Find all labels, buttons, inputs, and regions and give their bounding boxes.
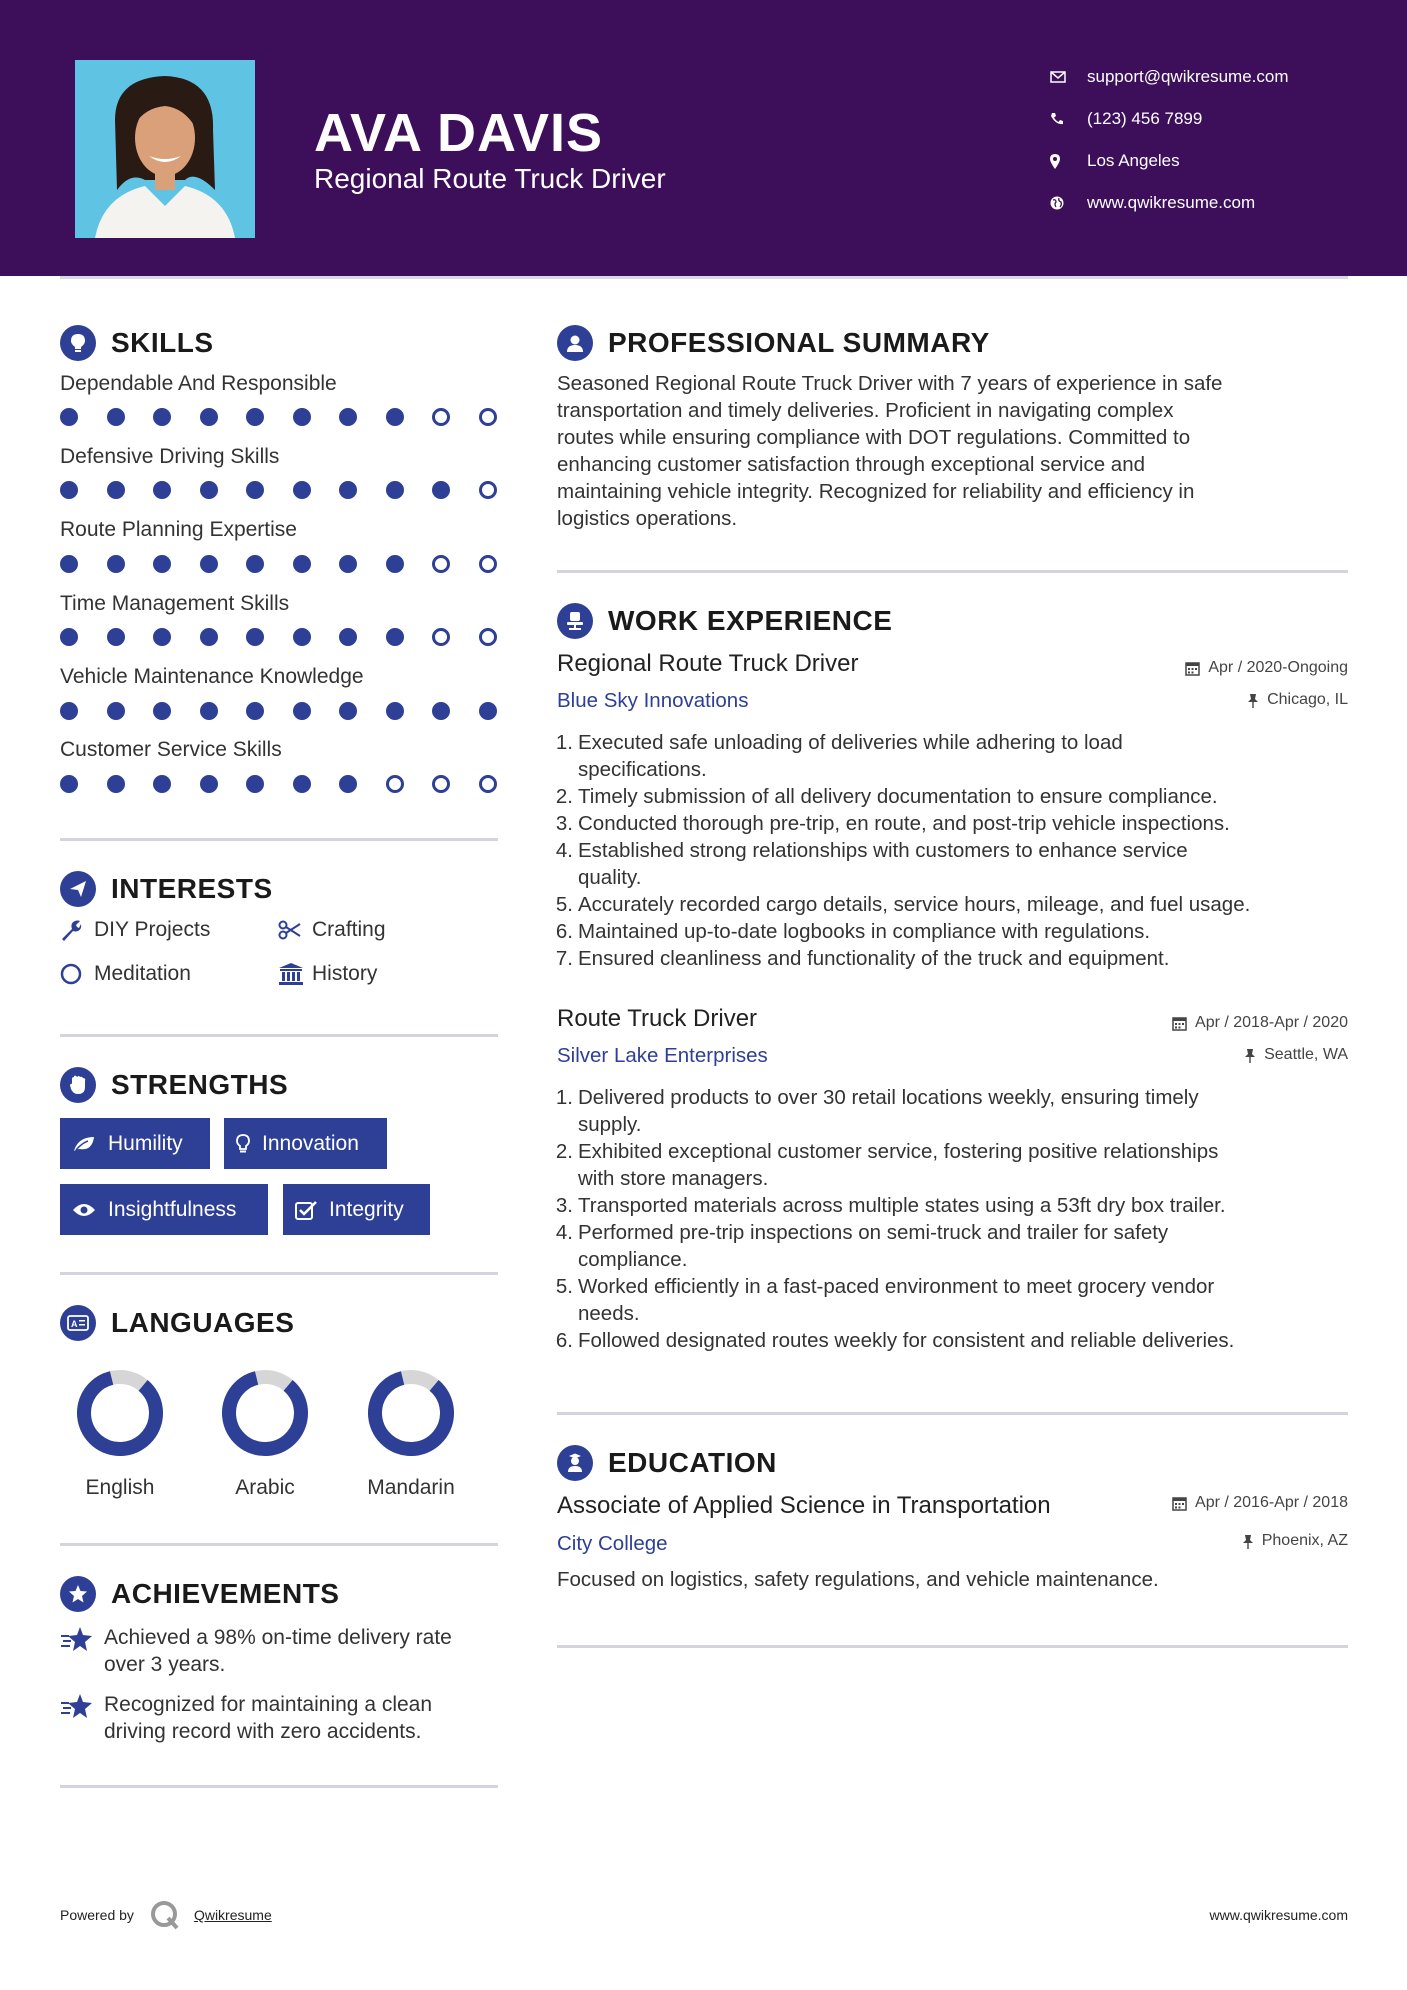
- skill-label: Customer Service Skills: [60, 738, 282, 761]
- circle-icon: [60, 963, 94, 985]
- rating-dot-filled: [339, 555, 357, 573]
- language-item: [60, 1368, 180, 1500]
- rating-dot-filled: [246, 481, 264, 499]
- map-pin-icon: [1050, 154, 1087, 169]
- rating-dot-filled: [153, 408, 171, 426]
- skill-label: Vehicle Maintenance Knowledge: [60, 665, 364, 688]
- achievement-text: over 3 years.: [104, 1653, 226, 1676]
- candidate-name: AVA DAVIS: [314, 103, 604, 163]
- interest-item: Crafting: [278, 918, 386, 942]
- rating-dot-filled: [153, 702, 171, 720]
- skill-label: Dependable And Responsible: [60, 372, 337, 395]
- rating-dot-filled: [293, 628, 311, 646]
- qwikresume-logo-icon: [150, 1900, 180, 1930]
- rating-dot-filled: [293, 702, 311, 720]
- rating-dot-filled: [153, 775, 171, 793]
- leaf-icon: [72, 1135, 96, 1153]
- rating-dot-filled: [339, 481, 357, 499]
- rating-dot-filled: [107, 702, 125, 720]
- rating-dot-empty: [432, 775, 450, 793]
- responsibility-item: 1. Delivered products to over 30 retail locations weekly, ensuring timely supply.: [555, 1086, 1199, 1136]
- education-description: Focused on logistics, safety regulations, and vehicle maintenance.: [557, 1568, 1159, 1591]
- rating-dot-filled: [60, 702, 78, 720]
- language-label: Mandarin: [367, 1476, 455, 1499]
- section-divider: [60, 1785, 498, 1788]
- rating-dot-filled: [386, 702, 404, 720]
- contact-info: [1050, 56, 1289, 224]
- rating-dot-empty: [479, 775, 497, 793]
- strength-tag: Innovation: [224, 1118, 387, 1169]
- contact-location: [1050, 140, 1289, 182]
- rating-dot-filled: [200, 628, 218, 646]
- rating-dot-empty: [479, 408, 497, 426]
- skill-label: Time Management Skills: [60, 592, 290, 615]
- rating-dot-filled: [200, 775, 218, 793]
- responsibility-item: 5. Worked efficiently in a fast-paced environment to meet grocery vendor needs.: [555, 1275, 1215, 1325]
- skill-rating: [60, 481, 525, 499]
- strengths-heading: STRENGTHS: [60, 1067, 288, 1103]
- rating-dot-filled: [153, 555, 171, 573]
- globe-icon: [1050, 196, 1087, 210]
- education-location: Phoenix, AZ: [1242, 1532, 1348, 1550]
- section-divider: [60, 1543, 498, 1546]
- skill-rating: [60, 775, 525, 793]
- pushpin-icon: [1242, 1534, 1254, 1549]
- rating-dot-empty: [386, 775, 404, 793]
- language-label: English: [85, 1476, 155, 1499]
- pushpin-icon: [1247, 693, 1259, 708]
- languages-heading: A LANGUAGES: [60, 1305, 294, 1341]
- rating-dot-filled: [153, 628, 171, 646]
- footer-powered-by: [60, 1900, 272, 1930]
- responsibility-item: 6. Followed designated routes weekly for consistent and reliable deliveries.: [555, 1329, 1235, 1352]
- rating-dot-empty: [479, 628, 497, 646]
- job-dates: Apr / 2020-Ongoing: [1185, 659, 1348, 677]
- calendar-icon: [1172, 1016, 1187, 1031]
- degree-title: Associate of Applied Science in Transportation: [557, 1492, 1051, 1519]
- envelope-icon: [1050, 71, 1087, 83]
- star-icon: [60, 1624, 104, 1678]
- language-label: Arabic: [235, 1476, 295, 1499]
- rating-dot-filled: [200, 408, 218, 426]
- rating-dot-empty: [432, 555, 450, 573]
- contact-website[interactable]: [1050, 182, 1289, 224]
- company-name: Silver Lake Enterprises: [557, 1044, 768, 1067]
- summary-text: Seasoned Regional Route Truck Driver with 7 years of experience in safe transportation and timely deliveries. Proficient in navigating complex routes while ensuring compliance with DOT regulations. Committed to enhancing customer satisfaction through exceptional service and maintaining vehicle integrity. Recognized for reliability and efficiency in logistics operations.: [557, 372, 1223, 530]
- eye-icon: [72, 1202, 96, 1218]
- achievements-heading: ACHIEVEMENTS: [60, 1576, 339, 1612]
- achievement-item: [60, 1691, 432, 1745]
- rating-dot-filled: [200, 702, 218, 720]
- strength-tag: Insightfulness: [60, 1184, 268, 1235]
- section-divider: [557, 1412, 1348, 1415]
- museum-icon: [278, 962, 312, 986]
- rating-dot-filled: [107, 481, 125, 499]
- achievement-text: Achieved a 98% on-time delivery rate: [104, 1626, 452, 1649]
- rating-dot-filled: [107, 408, 125, 426]
- language-level-ring: [75, 1368, 165, 1458]
- section-divider: [557, 1645, 1348, 1648]
- rating-dot-filled: [107, 775, 125, 793]
- responsibility-item: 2. Exhibited exceptional customer service, fostering positive relationships with store managers.: [555, 1140, 1219, 1190]
- scissors-icon: [278, 920, 312, 940]
- rating-dot-filled: [386, 628, 404, 646]
- section-divider: [557, 570, 1348, 573]
- candidate-title: Regional Route Truck Driver: [314, 163, 666, 194]
- rating-dot-filled: [339, 408, 357, 426]
- rating-dot-filled: [60, 775, 78, 793]
- rating-dot-filled: [386, 481, 404, 499]
- rating-dot-empty: [432, 408, 450, 426]
- rating-dot-filled: [339, 628, 357, 646]
- star-badge-icon: [60, 1576, 96, 1612]
- skills-heading: SKILLS: [60, 325, 214, 361]
- location-text: Los Angeles: [1087, 151, 1180, 170]
- star-icon: [60, 1691, 104, 1745]
- resume-header: [0, 0, 1407, 276]
- svg-text:A: A: [71, 1319, 78, 1329]
- responsibility-item: 7. Ensured cleanliness and functionality of the truck and equipment.: [555, 947, 1170, 970]
- rating-dot-empty: [479, 555, 497, 573]
- rating-dot-empty: [432, 628, 450, 646]
- responsibility-item: 6. Maintained up-to-date logbooks in compliance with regulations.: [555, 920, 1151, 943]
- job-responsibilities: [553, 729, 1250, 972]
- phone-text: (123) 456 7899: [1087, 109, 1203, 128]
- powered-by-text: Powered by: [60, 1907, 134, 1923]
- brand-link[interactable]: Qwikresume: [193, 1907, 272, 1923]
- rating-dot-filled: [60, 408, 78, 426]
- rating-dot-filled: [153, 481, 171, 499]
- interest-item: History: [278, 962, 377, 986]
- rating-dot-filled: [339, 775, 357, 793]
- responsibility-item: 1. Executed safe unloading of deliveries while adhering to load specifications.: [555, 731, 1123, 781]
- achievement-text: Recognized for maintaining a clean: [104, 1693, 433, 1716]
- rating-dot-filled: [293, 555, 311, 573]
- interest-item: DIY Projects: [60, 918, 210, 942]
- language-icon: [60, 1305, 96, 1341]
- responsibility-item: 3. Conducted thorough pre-trip, en route, and post-trip vehicle inspections.: [555, 812, 1230, 835]
- strength-tag: Humility: [60, 1118, 210, 1169]
- company-name: Blue Sky Innovations: [557, 689, 749, 712]
- rating-dot-filled: [107, 555, 125, 573]
- rating-dot-filled: [60, 628, 78, 646]
- skill-rating: [60, 408, 525, 426]
- website-text: www.qwikresume.com: [1087, 193, 1256, 212]
- responsibility-item: 5. Accurately recorded cargo details, service hours, mileage, and fuel usage.: [555, 893, 1251, 916]
- job-dates: Apr / 2018-Apr / 2020: [1172, 1014, 1348, 1032]
- lightbulb-icon: [236, 1134, 250, 1154]
- rating-dot-filled: [200, 481, 218, 499]
- phone-icon: [1050, 112, 1087, 126]
- pushpin-icon: [1244, 1048, 1256, 1063]
- rating-dot-filled: [246, 408, 264, 426]
- school-name: City College: [557, 1532, 668, 1555]
- hand-icon: [60, 1067, 96, 1103]
- achievement-text: driving record with zero accidents.: [104, 1720, 422, 1743]
- language-item: [351, 1368, 471, 1500]
- skill-rating: [60, 628, 525, 646]
- checkbox-icon: [295, 1200, 317, 1220]
- language-level-ring: [366, 1368, 456, 1458]
- rating-dot-filled: [293, 408, 311, 426]
- section-divider: [60, 1034, 498, 1037]
- section-divider: [60, 1272, 498, 1275]
- footer-website[interactable]: www.qwikresume.com: [1209, 1907, 1348, 1923]
- interests-heading: INTERESTS: [60, 871, 273, 907]
- rating-dot-empty: [479, 481, 497, 499]
- office-chair-icon: [557, 603, 593, 639]
- profile-photo: [75, 60, 255, 238]
- rating-dot-filled: [246, 775, 264, 793]
- experience-heading: WORK EXPERIENCE: [557, 603, 892, 639]
- job-title: Route Truck Driver: [557, 1005, 758, 1032]
- rating-dot-filled: [479, 702, 497, 720]
- responsibility-item: 4. Performed pre-trip inspections on semi-truck and trailer for safety compliance.: [555, 1221, 1169, 1271]
- job-responsibilities: [553, 1084, 1234, 1354]
- language-level-ring: [220, 1368, 310, 1458]
- education-heading: EDUCATION: [557, 1445, 777, 1481]
- skill-label: Defensive Driving Skills: [60, 445, 280, 468]
- rating-dot-filled: [246, 628, 264, 646]
- achievement-item: [60, 1624, 452, 1678]
- summary-heading: PROFESSIONAL SUMMARY: [557, 325, 990, 361]
- paper-plane-icon: [60, 871, 96, 907]
- wrench-icon: [60, 919, 94, 941]
- contact-email[interactable]: [1050, 56, 1289, 98]
- job-title: Regional Route Truck Driver: [557, 650, 859, 677]
- skill-rating: [60, 702, 525, 720]
- job-location: Seattle, WA: [1244, 1046, 1348, 1064]
- email-text: support@qwikresume.com: [1087, 67, 1289, 86]
- skill-rating: [60, 555, 525, 573]
- skill-label: Route Planning Expertise: [60, 518, 297, 541]
- job-location: Chicago, IL: [1247, 691, 1348, 709]
- section-divider: [60, 838, 498, 841]
- rating-dot-filled: [200, 555, 218, 573]
- contact-phone[interactable]: [1050, 98, 1289, 140]
- graduate-icon: [557, 1445, 593, 1481]
- education-dates: Apr / 2016-Apr / 2018: [1172, 1494, 1348, 1512]
- rating-dot-filled: [107, 628, 125, 646]
- rating-dot-filled: [432, 702, 450, 720]
- header-divider: [60, 276, 1348, 279]
- rating-dot-filled: [432, 481, 450, 499]
- rating-dot-filled: [293, 481, 311, 499]
- rating-dot-filled: [60, 481, 78, 499]
- language-item: [205, 1368, 325, 1500]
- rating-dot-filled: [246, 702, 264, 720]
- rating-dot-filled: [60, 555, 78, 573]
- responsibility-item: 2. Timely submission of all delivery documentation to ensure compliance.: [555, 785, 1218, 808]
- rating-dot-filled: [339, 702, 357, 720]
- rating-dot-filled: [293, 775, 311, 793]
- calendar-icon: [1185, 661, 1200, 676]
- lightbulb-icon: [60, 325, 96, 361]
- interest-item: Meditation: [60, 962, 191, 986]
- rating-dot-filled: [386, 408, 404, 426]
- responsibility-item: 3. Transported materials across multiple states using a 53ft dry box trailer.: [555, 1194, 1226, 1217]
- calendar-icon: [1172, 1496, 1187, 1511]
- responsibility-item: 4. Established strong relationships with customers to enhance service quality.: [555, 839, 1188, 889]
- user-icon: [557, 325, 593, 361]
- strength-tag: Integrity: [283, 1184, 430, 1235]
- rating-dot-filled: [246, 555, 264, 573]
- rating-dot-filled: [386, 555, 404, 573]
